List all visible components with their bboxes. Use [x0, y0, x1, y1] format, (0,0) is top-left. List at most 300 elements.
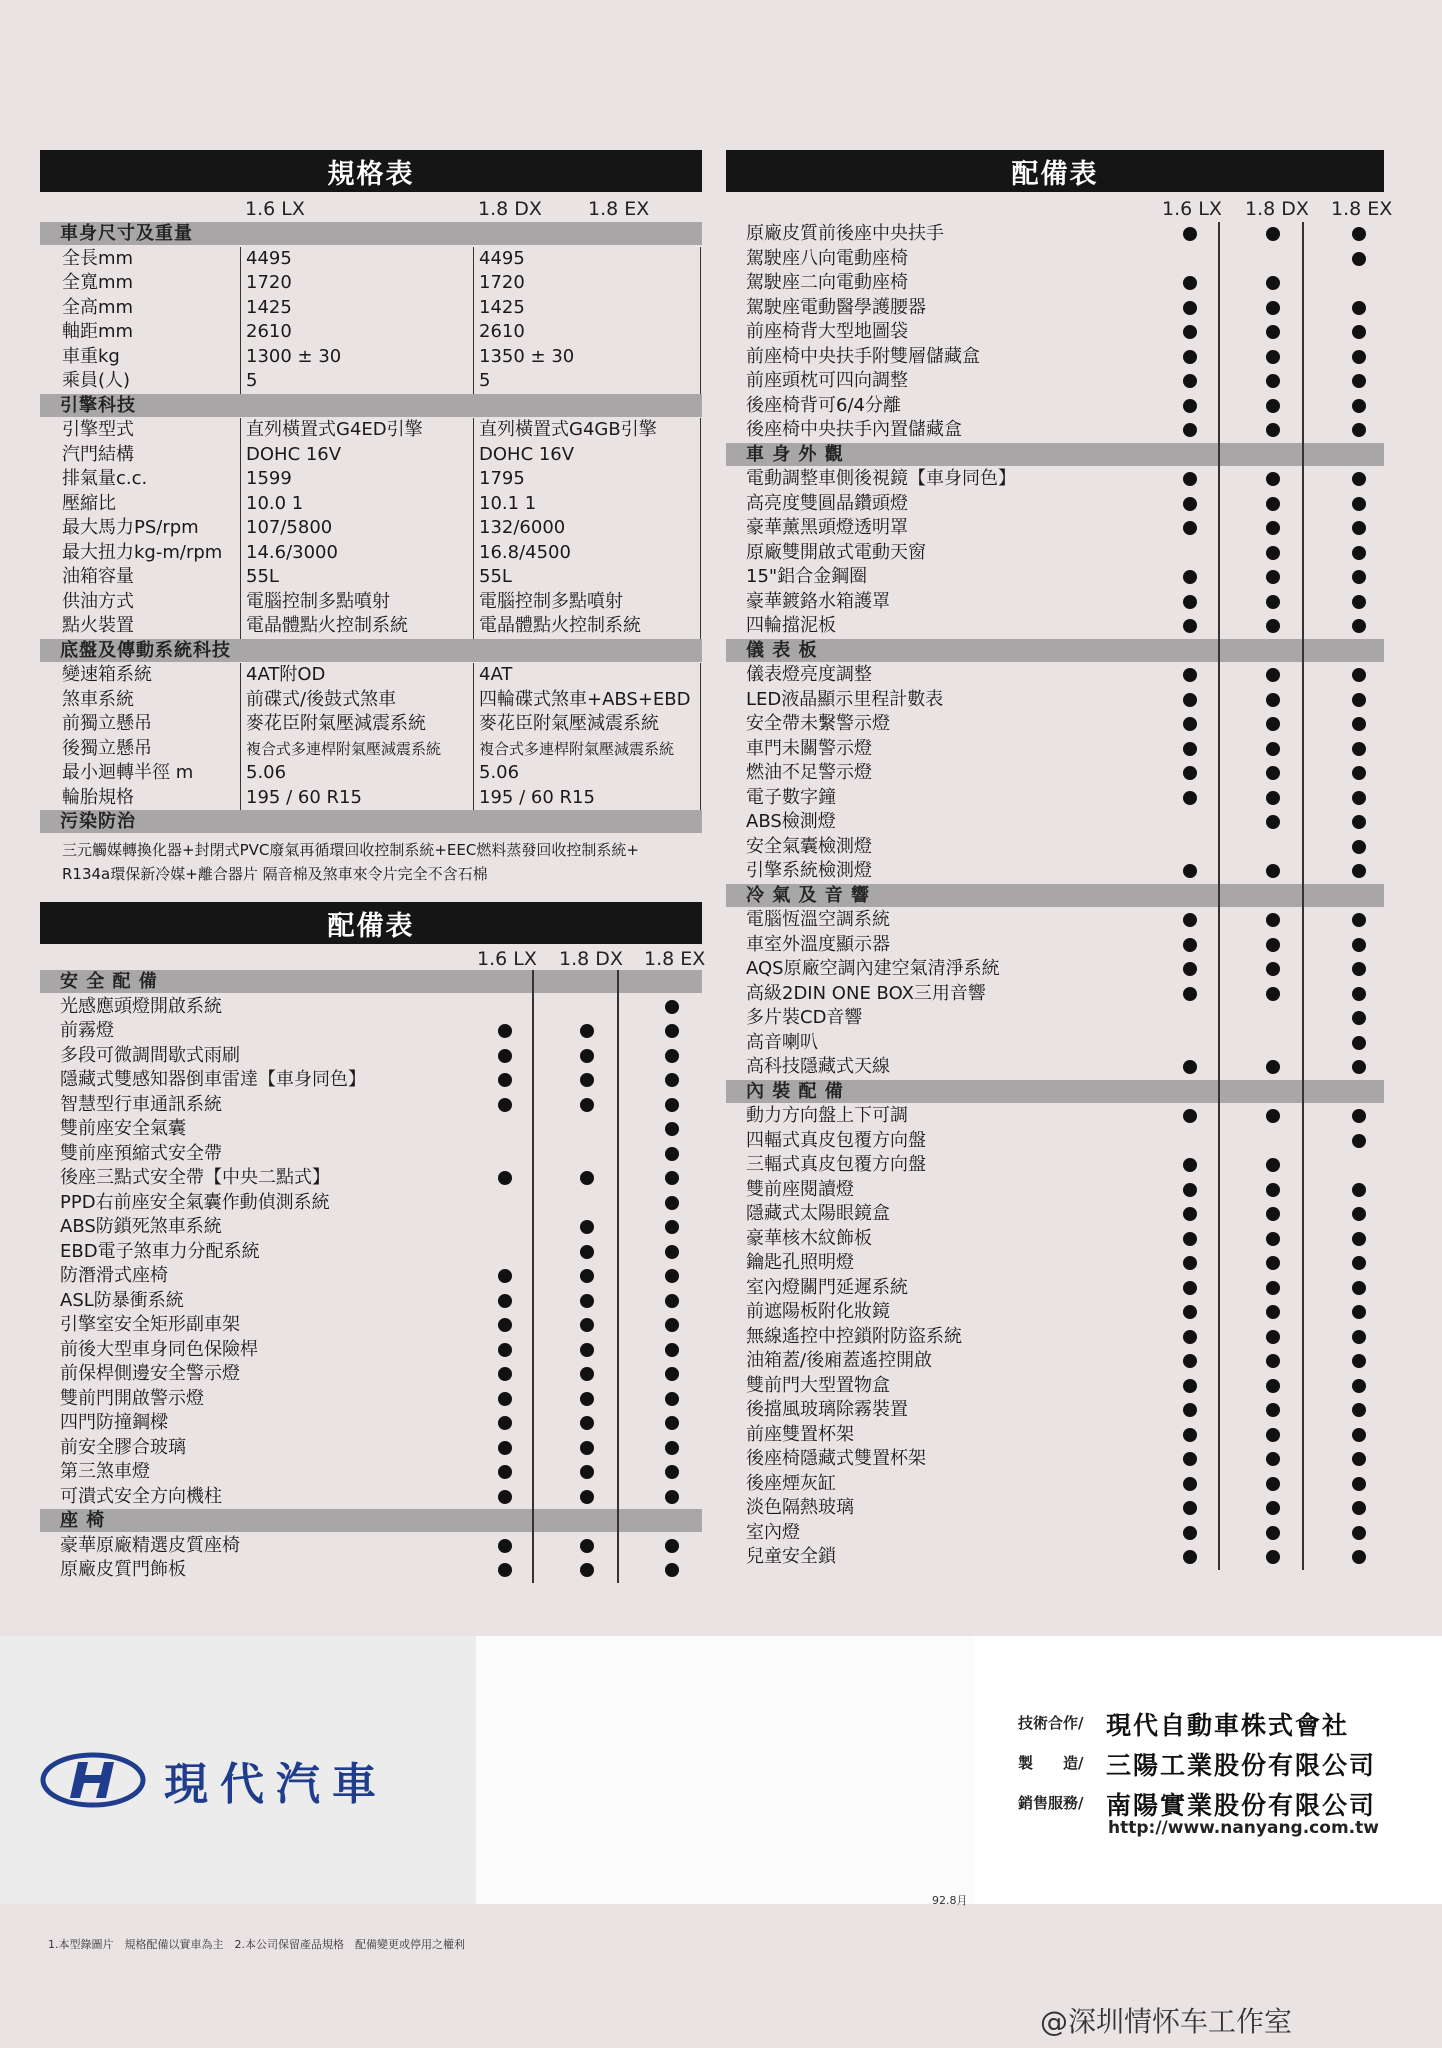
spec-row — [62, 737, 702, 762]
equipped-dot-icon — [1183, 913, 1197, 927]
equipped-dot-icon — [580, 1539, 594, 1553]
spec-value-dx-ex: 直列橫置式G4GB引擎 — [479, 419, 657, 440]
partner-role: 製 造/ — [1018, 1754, 1084, 1772]
equipment-row — [746, 394, 1384, 419]
spec-value-dx-ex: 5.06 — [479, 762, 520, 783]
equipment-row-label: 淡色隔熱玻璃 — [746, 1497, 854, 1518]
equipped-dot-icon — [1266, 472, 1280, 486]
partner-name: 三陽工業股份有限公司 — [1106, 1751, 1377, 1780]
equipped-dot-icon — [1352, 864, 1366, 878]
equipped-dot-icon — [1266, 1158, 1280, 1172]
equipped-dot-icon — [1352, 472, 1366, 486]
equipped-dot-icon — [498, 1441, 512, 1455]
equipment-row-label: ASL防暴衝系統 — [60, 1289, 184, 1311]
spec-row-label: 全長mm — [62, 247, 134, 269]
equipped-dot-icon — [665, 1416, 679, 1430]
equipment-row-label: 前後大型車身同色保險桿 — [60, 1338, 258, 1360]
spec-column-divider — [240, 418, 241, 639]
spec-table-title: 規格表 — [40, 150, 702, 192]
equipped-dot-icon — [1352, 350, 1366, 364]
equipped-dot-icon — [1183, 570, 1197, 584]
equipped-dot-icon — [1266, 913, 1280, 927]
equipped-dot-icon — [665, 1147, 679, 1161]
spec-value-lx: 麥花臣附氣壓減震系統 — [246, 713, 426, 734]
spec-row-label: 軸距mm — [62, 321, 134, 342]
equipment-row — [60, 1264, 702, 1289]
equipment-row-label: 高亮度雙圓晶鑽頭燈 — [746, 492, 908, 514]
equipped-dot-icon — [665, 1245, 679, 1259]
equipment-row — [746, 1202, 1384, 1227]
equipment-row-label: 後座椅隱藏式雙置杯架 — [746, 1448, 926, 1469]
spec-value-dx-ex: 2610 — [479, 321, 525, 342]
equipment-col-header: 1.8 EX — [644, 948, 706, 970]
equipped-dot-icon — [580, 1220, 594, 1234]
brand-logo — [40, 1748, 388, 1812]
equipped-dot-icon — [1266, 276, 1280, 290]
equipment-row-label: 原廠雙開啟式電動天窗 — [746, 541, 926, 563]
equipped-dot-icon — [1266, 497, 1280, 511]
spec-value-lx: 195 / 60 R15 — [246, 786, 362, 808]
spec-value-lx: 10.0 1 — [246, 492, 304, 514]
equipment-row — [746, 1104, 1384, 1129]
equipment-section-header: 安 全 配 備 — [40, 970, 702, 993]
equipped-dot-icon — [1266, 717, 1280, 731]
equipped-dot-icon — [1266, 1207, 1280, 1221]
spec-col-header-ex: 1.8 EX — [588, 198, 650, 220]
equipment-row-label: 前遮陽板附化妝鏡 — [746, 1301, 890, 1322]
website-url: http://www.nanyang.com.tw — [1108, 1818, 1379, 1838]
equipped-dot-icon — [580, 1269, 594, 1283]
equipped-dot-icon — [1266, 1232, 1280, 1246]
equipment-row-label: 室內燈 — [746, 1521, 800, 1543]
equipped-dot-icon — [498, 1171, 512, 1185]
equipped-dot-icon — [1352, 1501, 1366, 1515]
equipment-row-label: 豪華原廠精選皮質座椅 — [60, 1534, 240, 1556]
equipment-row — [746, 1055, 1384, 1080]
equipment-row — [60, 1142, 702, 1167]
spec-row-label: 前獨立懸吊 — [62, 713, 152, 734]
spec-value-dx-ex: 1350 ± 30 — [479, 345, 575, 367]
equipped-dot-icon — [1183, 472, 1197, 486]
equipment-row — [746, 1153, 1384, 1178]
spec-value-dx-ex: 10.1 1 — [479, 492, 537, 514]
equipped-dot-icon — [1266, 1550, 1280, 1564]
equipped-dot-icon — [665, 1220, 679, 1234]
spec-column-divider — [700, 418, 701, 639]
spec-row — [62, 590, 702, 615]
equipment-section-header: 內 裝 配 備 — [726, 1080, 1384, 1103]
spec-value-lx: 2610 — [246, 321, 292, 342]
equipped-dot-icon — [665, 1098, 679, 1112]
equipment-row — [746, 1300, 1384, 1325]
equipped-dot-icon — [1183, 497, 1197, 511]
equipment-row-label: 四輻式真皮包覆方向盤 — [746, 1129, 926, 1151]
equipment-row-label: 多片裝CD音響 — [746, 1007, 863, 1028]
equipment-row — [60, 995, 702, 1020]
equipped-dot-icon — [1183, 619, 1197, 633]
equipped-dot-icon — [1266, 815, 1280, 829]
equipment-row — [746, 957, 1384, 982]
equipped-dot-icon — [1352, 619, 1366, 633]
equipped-dot-icon — [1183, 962, 1197, 976]
spec-value-lx: 5 — [246, 370, 258, 391]
equipment-row-label: 原廠皮質門飾板 — [60, 1559, 186, 1580]
spec-row — [62, 320, 702, 345]
equipped-dot-icon — [1352, 668, 1366, 682]
equipped-dot-icon — [1266, 521, 1280, 535]
equipped-dot-icon — [1266, 1305, 1280, 1319]
equipment-row-label: 後座椅中央扶手內置儲藏盒 — [746, 419, 962, 440]
spec-section-header: 底盤及傳動系統科技 — [40, 639, 702, 662]
equipped-dot-icon — [1266, 1379, 1280, 1393]
equipment-row-label: 三輻式真皮包覆方向盤 — [746, 1154, 926, 1175]
spec-row — [62, 541, 702, 566]
equipped-dot-icon — [1352, 252, 1366, 266]
equipped-dot-icon — [1352, 987, 1366, 1001]
spec-column-divider — [473, 663, 474, 810]
spec-row-label: 最小迴轉半徑 m — [62, 762, 194, 783]
spec-row-label: 乘員(人) — [62, 370, 131, 391]
equipped-dot-icon — [1352, 840, 1366, 854]
equipment-row-label: 可潰式安全方向機柱 — [60, 1485, 222, 1507]
equipped-dot-icon — [580, 1441, 594, 1455]
equipped-dot-icon — [580, 1245, 594, 1259]
spec-row — [62, 271, 702, 296]
equipped-dot-icon — [665, 1049, 679, 1063]
equipped-dot-icon — [1183, 1550, 1197, 1564]
equipped-dot-icon — [580, 1367, 594, 1381]
equipped-dot-icon — [1266, 742, 1280, 756]
equipped-dot-icon — [1183, 423, 1197, 437]
equipment-row-label: 原廠皮質前後座中央扶手 — [746, 223, 944, 244]
equipment-row — [746, 492, 1384, 517]
partner-name: 南陽實業股份有限公司 — [1106, 1791, 1377, 1820]
footer-center-panel — [476, 1636, 974, 1904]
spec-column-divider — [473, 418, 474, 639]
equipped-dot-icon — [1266, 1452, 1280, 1466]
spec-value-lx: 前碟式/後鼓式煞車 — [246, 688, 397, 710]
spec-row-label: 煞車系統 — [62, 688, 134, 710]
equipped-dot-icon — [665, 1024, 679, 1038]
equipped-dot-icon — [580, 1294, 594, 1308]
equipment-row — [746, 1031, 1384, 1056]
equipment-row-label: 四門防撞鋼樑 — [60, 1412, 168, 1433]
equipment-row — [60, 1436, 702, 1461]
equipment-row-label: 後座煙灰缸 — [746, 1472, 836, 1494]
equipped-dot-icon — [1183, 1060, 1197, 1074]
equipped-dot-icon — [1352, 1232, 1366, 1246]
equipment-row-label: 雙前門大型置物盒 — [746, 1374, 890, 1396]
equipped-dot-icon — [1266, 301, 1280, 315]
equipment-row — [746, 418, 1384, 443]
equipped-dot-icon — [1352, 1134, 1366, 1148]
equipped-dot-icon — [1352, 1379, 1366, 1393]
spec-value-dx-ex: 1795 — [479, 468, 525, 489]
equipped-dot-icon — [1352, 1060, 1366, 1074]
spec-row-label: 壓縮比 — [62, 492, 116, 514]
equipment-row-label: 豪華薰黑頭燈透明罩 — [746, 517, 908, 538]
equipment-row-label: 引擎室安全矩形副車架 — [60, 1314, 240, 1335]
spec-row-label: 全高mm — [62, 296, 134, 318]
equipment-row-label: 後座三點式安全帶【中央二點式】 — [60, 1167, 330, 1188]
equipped-dot-icon — [1183, 1256, 1197, 1270]
partner-role: 銷售服務/ — [1018, 1794, 1084, 1812]
equipped-dot-icon — [665, 1392, 679, 1406]
equipped-dot-icon — [1266, 619, 1280, 633]
equipped-dot-icon — [1352, 1354, 1366, 1368]
equipped-dot-icon — [1266, 595, 1280, 609]
equipment-row-label: 智慧型行車通訊系統 — [60, 1093, 222, 1115]
equipment-row-label: 15"鋁合金鋼圈 — [746, 566, 868, 587]
partner-name: 現代自動車株式會社 — [1106, 1711, 1350, 1740]
equipped-dot-icon — [665, 1196, 679, 1210]
equipped-dot-icon — [498, 1269, 512, 1283]
equipment-row-label: 隱藏式雙感知器倒車雷達【車身同色】 — [60, 1069, 366, 1090]
equipment-row — [746, 1129, 1384, 1154]
spec-section-header: 污染防治 — [40, 810, 702, 833]
equipped-dot-icon — [1183, 717, 1197, 731]
spec-value-dx-ex: 電晶體點火控制系統 — [479, 615, 641, 636]
equipment-col-header: 1.6 LX — [477, 948, 537, 970]
equipped-dot-icon — [1183, 938, 1197, 952]
equipment-section-header: 座 椅 — [40, 1509, 702, 1532]
equipped-dot-icon — [498, 1367, 512, 1381]
equipment-row — [746, 541, 1384, 566]
print-date: 92.8月 — [932, 1894, 968, 1907]
equipment-row-label: 後擋風玻璃除霧裝置 — [746, 1399, 908, 1420]
equipped-dot-icon — [1266, 987, 1280, 1001]
equipment-row — [746, 761, 1384, 786]
equipped-dot-icon — [1183, 742, 1197, 756]
equipped-dot-icon — [1183, 1403, 1197, 1417]
spec-value-lx: 電晶體點火控制系統 — [246, 615, 408, 636]
equipped-dot-icon — [1183, 301, 1197, 315]
equipment-row — [746, 982, 1384, 1007]
equipped-dot-icon — [1352, 423, 1366, 437]
equipment-row-label: 前座椅中央扶手附雙層儲藏盒 — [746, 345, 980, 367]
equipped-dot-icon — [580, 1490, 594, 1504]
spec-value-lx: 直列橫置式G4ED引擎 — [246, 419, 423, 440]
equipped-dot-icon — [665, 1269, 679, 1283]
equipment-row — [60, 1093, 702, 1118]
equipment-row-label: 前霧燈 — [60, 1020, 114, 1041]
spec-value-lx: 4AT附OD — [246, 664, 326, 685]
equipment-column-divider — [1218, 222, 1220, 1570]
spec-row-label: 汽門結構 — [62, 443, 134, 465]
equipment-row — [746, 1178, 1384, 1203]
equipped-dot-icon — [1266, 227, 1280, 241]
spec-row — [62, 492, 702, 517]
equipped-dot-icon — [1352, 1207, 1366, 1221]
equipped-dot-icon — [1183, 595, 1197, 609]
equipped-dot-icon — [1183, 1207, 1197, 1221]
equipped-dot-icon — [1183, 521, 1197, 535]
equipped-dot-icon — [580, 1073, 594, 1087]
equipment-row-label: 無線遙控中控鎖附防盜系統 — [746, 1325, 962, 1347]
equipped-dot-icon — [1352, 1256, 1366, 1270]
spec-value-lx: 107/5800 — [246, 517, 333, 538]
equipped-dot-icon — [1183, 1158, 1197, 1172]
equipped-dot-icon — [1183, 1109, 1197, 1123]
equipment-row — [746, 835, 1384, 860]
equipped-dot-icon — [1266, 668, 1280, 682]
equipment-row — [746, 1349, 1384, 1374]
equipment-row — [746, 345, 1384, 370]
equipped-dot-icon — [1352, 766, 1366, 780]
spec-row — [62, 712, 702, 737]
equipped-dot-icon — [1352, 1452, 1366, 1466]
equipped-dot-icon — [498, 1392, 512, 1406]
equipment-row-label: 動力方向盤上下可調 — [746, 1105, 908, 1126]
equipment-row — [60, 1485, 702, 1510]
equipment-row-label: 雙前座安全氣囊 — [60, 1118, 186, 1139]
spec-value-lx: DOHC 16V — [246, 443, 342, 465]
equipped-dot-icon — [1352, 1281, 1366, 1295]
partner-role: 技術合作/ — [1018, 1714, 1084, 1732]
brand-name: 現代汽車 — [164, 1759, 388, 1810]
equipment-row — [746, 859, 1384, 884]
equipped-dot-icon — [1352, 742, 1366, 756]
equipped-dot-icon — [1183, 693, 1197, 707]
equipment-row — [60, 1534, 702, 1559]
equipment-row-label: 前安全膠合玻璃 — [60, 1436, 186, 1458]
spec-row — [62, 418, 702, 443]
equipped-dot-icon — [1352, 815, 1366, 829]
spec-row — [62, 663, 702, 688]
equipped-dot-icon — [1183, 276, 1197, 290]
equipped-dot-icon — [1352, 595, 1366, 609]
equipment-row-label: 雙前門開啟警示燈 — [60, 1387, 204, 1409]
equipped-dot-icon — [1266, 1183, 1280, 1197]
equipment-row — [60, 1460, 702, 1485]
equipped-dot-icon — [665, 1441, 679, 1455]
equipped-dot-icon — [1352, 570, 1366, 584]
equipment-row — [746, 933, 1384, 958]
equipped-dot-icon — [1352, 1011, 1366, 1025]
equipped-dot-icon — [1183, 1452, 1197, 1466]
equipped-dot-icon — [1183, 1330, 1197, 1344]
equipment-row-label: 燃油不足警示燈 — [746, 762, 872, 783]
equipment-row — [60, 1240, 702, 1265]
spec-row-label: 點火裝置 — [62, 615, 134, 636]
equipment-row — [746, 247, 1384, 272]
spec-row — [62, 786, 702, 811]
spec-value-dx-ex: 電腦控制多點噴射 — [479, 590, 623, 612]
equipment-row-label: 高科技隱藏式天線 — [746, 1056, 890, 1077]
equipped-dot-icon — [665, 1367, 679, 1381]
equipment-row-label: 高級2DIN ONE BOX三用音響 — [746, 982, 986, 1004]
equipped-dot-icon — [665, 1122, 679, 1136]
spec-row-label: 後獨立懸吊 — [62, 737, 152, 759]
equipped-dot-icon — [498, 1098, 512, 1112]
equipment-row — [60, 1313, 702, 1338]
equipped-dot-icon — [1183, 1379, 1197, 1393]
equipped-dot-icon — [1352, 1526, 1366, 1540]
equipped-dot-icon — [1266, 1109, 1280, 1123]
equipped-dot-icon — [498, 1318, 512, 1332]
equipped-dot-icon — [665, 1171, 679, 1185]
equipped-dot-icon — [1266, 570, 1280, 584]
spec-row-label: 車重kg — [62, 345, 120, 367]
equipment-column-divider — [617, 970, 619, 1583]
equipment-row-label: 駕駛座電動醫學護腰器 — [746, 296, 926, 318]
equipment-row — [746, 908, 1384, 933]
spec-value-lx: 1300 ± 30 — [246, 345, 342, 367]
equipment-row — [746, 614, 1384, 639]
spec-value-dx-ex: 132/6000 — [479, 517, 566, 538]
equipment-col-header: 1.8 EX — [1331, 198, 1393, 220]
equipped-dot-icon — [1183, 1281, 1197, 1295]
equipped-dot-icon — [498, 1539, 512, 1553]
equipment-row-label: 電動調整車側後視鏡【車身同色】 — [746, 468, 1016, 489]
equipped-dot-icon — [1183, 350, 1197, 364]
equipped-dot-icon — [665, 1539, 679, 1553]
equipped-dot-icon — [1266, 546, 1280, 560]
equipped-dot-icon — [498, 1465, 512, 1479]
equipped-dot-icon — [1183, 1428, 1197, 1442]
equipment-row-label: 駕駛座二向電動座椅 — [746, 272, 908, 293]
equipped-dot-icon — [1266, 399, 1280, 413]
spec-value-dx-ex: 195 / 60 R15 — [479, 786, 595, 808]
spec-value-lx: 5.06 — [246, 762, 287, 783]
equipped-dot-icon — [498, 1563, 512, 1577]
equipped-dot-icon — [498, 1294, 512, 1308]
equipped-dot-icon — [1352, 1183, 1366, 1197]
equipment-row — [60, 1019, 702, 1044]
equipment-row-label: 前座頭枕可四向調整 — [746, 370, 908, 391]
equipped-dot-icon — [580, 1098, 594, 1112]
equipped-dot-icon — [1266, 962, 1280, 976]
equipped-dot-icon — [1352, 717, 1366, 731]
equipment-col-header: 1.8 DX — [1245, 198, 1309, 220]
equipment-row — [746, 1006, 1384, 1031]
spec-row — [62, 761, 702, 786]
spec-column-divider — [240, 247, 241, 394]
equipped-dot-icon — [498, 1049, 512, 1063]
equipped-dot-icon — [580, 1563, 594, 1577]
spec-value-dx-ex: 1720 — [479, 272, 525, 293]
spec-value-dx-ex: DOHC 16V — [479, 443, 575, 465]
equipment-row — [746, 688, 1384, 713]
equipped-dot-icon — [665, 1073, 679, 1087]
equipped-dot-icon — [1266, 1256, 1280, 1270]
equipped-dot-icon — [498, 1343, 512, 1357]
equipment-row — [746, 271, 1384, 296]
equipment-row — [746, 296, 1384, 321]
equipment-right-title: 配備表 — [726, 150, 1384, 192]
equipment-row-label: 後座椅背可6/4分離 — [746, 394, 901, 416]
equipped-dot-icon — [1183, 1526, 1197, 1540]
equipped-dot-icon — [1266, 1428, 1280, 1442]
hyundai-logo-icon — [40, 1752, 146, 1808]
equipment-row-label: 電子數字鐘 — [746, 786, 836, 808]
equipment-row-label: EBD電子煞車力分配系統 — [60, 1240, 260, 1262]
equipment-row-label: 駕駛座八向電動座椅 — [746, 247, 908, 269]
equipped-dot-icon — [1266, 791, 1280, 805]
equipped-dot-icon — [1183, 325, 1197, 339]
equipped-dot-icon — [498, 1073, 512, 1087]
equipment-section-header: 冷 氣 及 音 響 — [726, 884, 1384, 907]
disclaimer: 1.本型錄圖片 規格配備以實車為主 2.本公司保留產品規格 配備變更或停用之權利 — [48, 1938, 465, 1951]
equipment-row — [746, 712, 1384, 737]
equipped-dot-icon — [1352, 497, 1366, 511]
equipped-dot-icon — [665, 1000, 679, 1014]
equipped-dot-icon — [1266, 1060, 1280, 1074]
equipment-row — [746, 590, 1384, 615]
equipped-dot-icon — [1266, 864, 1280, 878]
equipment-row-label: 高音喇叭 — [746, 1031, 818, 1053]
spec-value-lx: 複合式多連桿附氣壓減震系統 — [246, 739, 442, 758]
